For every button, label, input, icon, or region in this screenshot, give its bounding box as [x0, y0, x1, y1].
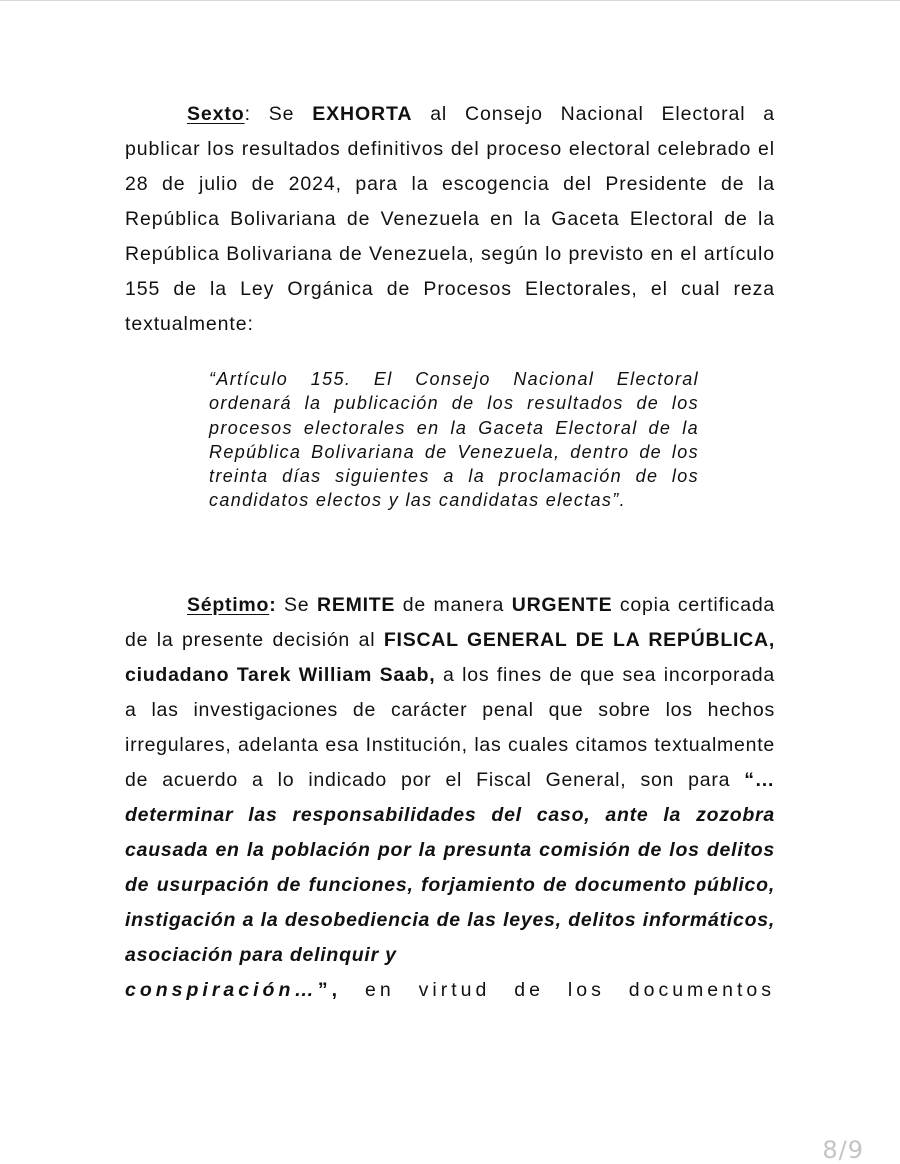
page-number: 8/9	[822, 1136, 864, 1164]
septimo-recipient: FISCAL GENERAL DE LA REPÚBLICA, ciudadano Tarek William Saab,	[125, 629, 775, 686]
fiscal-quoted-text: determinar las responsabilidades del caso, ante la zozobra causada en la población por la presunta comisión de los delitos de usurpación de funciones, forjamiento de documento público, instigación a la desobediencia de las leyes, delitos informáticos, asociación para delinquir y	[125, 804, 775, 966]
quote-open-mark: “…	[744, 769, 775, 791]
quote-text: “Artículo 155. El Consejo Nacional Electoral ordenará la publicación de los resultados de los procesos electorales en la Gaceta Electoral de la República Bolivariana de Venezuela, dentro de los treinta días siguientes a la proclamación de los candidatos electos y las candidatas electas”.	[209, 369, 699, 511]
quote-close-mark: ”,	[317, 979, 342, 1001]
sexto-text: al Consejo Nacional Electoral a publicar los resultados definitivos del proceso electoral celebrado el 28 de julio de 2024, para la escogencia del Presidente de la República Bolivariana de Venezuela en la Gaceta Electoral de la República Bolivariana de Venezuela, según lo previsto en el artículo 155 de la Ley Orgánica de Procesos Electorales, el cual reza textualmente:	[125, 103, 776, 335]
septimo-verb-urgente: URGENTE	[511, 594, 613, 616]
septimo-colon: :	[269, 594, 277, 616]
septimo-text-3: copia certificada de la presente decisión al	[125, 594, 776, 651]
septimo-tail: en virtud de los documentos	[341, 979, 775, 1001]
septimo-verb-remite: REMITE	[316, 594, 396, 616]
septimo-label: Séptimo	[187, 594, 270, 616]
septimo-text-4: a los fines de que sea incorporada a las investigaciones de carácter penal que sobre los hechos irregulares, adelanta esa Institución, las cuales citamos textualmente de acuerdo a lo indicado por el Fiscal General, son para	[125, 664, 775, 791]
paragraph-septimo	[125, 588, 775, 1008]
sexto-colon: : Se	[244, 103, 313, 125]
sexto-label: Sexto	[187, 103, 245, 125]
septimo-text-2: de manera	[395, 594, 512, 616]
sexto-verb: EXHORTA	[312, 103, 413, 125]
septimo-text-1: Se	[276, 594, 317, 616]
article-155-quote	[209, 367, 699, 513]
page-top-border	[0, 0, 900, 1]
paragraph-sexto	[125, 97, 775, 342]
fiscal-quoted-last: conspiración…	[125, 979, 318, 1001]
